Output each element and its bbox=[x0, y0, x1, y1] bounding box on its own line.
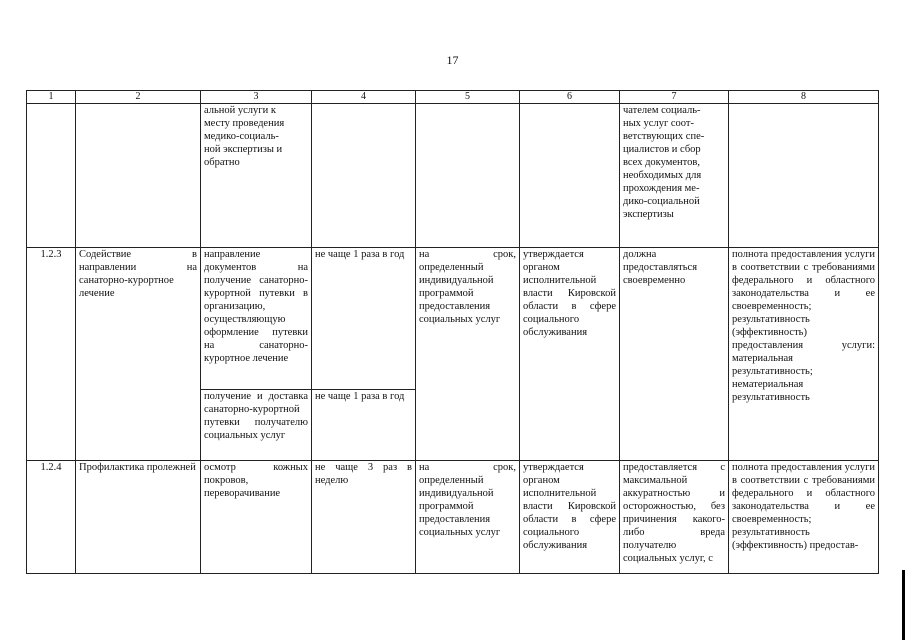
header-col-4: 4 bbox=[312, 91, 416, 104]
cont-conditions-line: экспертизы bbox=[623, 209, 674, 220]
cont-cost-cell bbox=[520, 104, 620, 248]
header-col-3: 3 bbox=[201, 91, 312, 104]
service-conditions: предоставляется с максимальной аккуратностью и осторожностью, без причинения какого-либо вреда получателю социальных услуг, с bbox=[620, 461, 729, 574]
cont-term-cell bbox=[416, 104, 520, 248]
cont-num-cell bbox=[27, 104, 76, 248]
service-quality: полнота предоставления услуги в соответствии с требованиями федерального и областного законодательства и ее своевременность; результативность (эффективность) предоставления услуги: материальная результативность; нематериальная результативность bbox=[729, 248, 879, 461]
table-row-1-2-3 bbox=[27, 248, 879, 390]
service-conditions: должна предоставляться своевременно bbox=[620, 248, 729, 461]
row-number: 1.2.4 bbox=[27, 461, 76, 574]
service-frequency: не чаще 3 раз в неделю bbox=[312, 461, 416, 574]
row-number: 1.2.3 bbox=[27, 248, 76, 461]
cont-conditions-line: всех документов, bbox=[623, 157, 700, 168]
header-col-5: 5 bbox=[416, 91, 520, 104]
cont-freq-cell bbox=[312, 104, 416, 248]
cont-conditions-line: чателем социаль- bbox=[623, 105, 701, 116]
cont-content-line: альной услуги к bbox=[204, 105, 276, 116]
service-cost: утверждается органом исполнительной власти Кировской области в сфере социального обслуживания bbox=[520, 461, 620, 574]
cont-conditions-line: дико-социальной bbox=[623, 196, 700, 207]
cont-service-cell bbox=[76, 104, 201, 248]
service-frequency: не чаще 1 раза в год bbox=[312, 248, 416, 390]
cont-conditions-line: ных услуг соот- bbox=[623, 118, 694, 129]
header-col-8: 8 bbox=[729, 91, 879, 104]
service-content: получение и доставка санаторно-курортной путевки получателю социальных услуг bbox=[201, 390, 312, 461]
header-col-2: 2 bbox=[76, 91, 201, 104]
service-name: Содействие в направлении на санаторно-курортное лечение bbox=[76, 248, 201, 461]
cont-content-line: обратно bbox=[204, 157, 240, 168]
cont-conditions-cell bbox=[620, 104, 729, 248]
service-term: на срок, определенный индивидуальной программой предоставления социальных услуг bbox=[416, 461, 520, 574]
header-col-1: 1 bbox=[27, 91, 76, 104]
cont-conditions-line: необходимых для bbox=[623, 170, 702, 181]
service-content: направление документов на получение санаторно-курортной путевки в организацию, осуществляющую оформление путевки на санаторно-курортное лечение bbox=[201, 248, 312, 390]
cont-conditions-line: ветствующих спе- bbox=[623, 131, 705, 142]
cont-quality-cell bbox=[729, 104, 879, 248]
header-col-7: 7 bbox=[620, 91, 729, 104]
continuation-row bbox=[27, 104, 879, 248]
cont-content-cell bbox=[201, 104, 312, 248]
service-name: Профилактика пролежней bbox=[76, 461, 201, 574]
services-table bbox=[26, 90, 879, 574]
cont-content-line: медико-социаль- bbox=[204, 131, 279, 142]
service-content: осмотр кожных покровов, переворачивание bbox=[201, 461, 312, 574]
header-col-6: 6 bbox=[520, 91, 620, 104]
service-frequency: не чаще 1 раза в год bbox=[312, 390, 416, 461]
cont-content-line: месту проведения bbox=[204, 118, 285, 129]
page-number: 17 bbox=[446, 53, 459, 67]
service-quality: полнота предоставления услуги в соответствии с требованиями федерального и областного законодательства и ее своевременность; результативность (эффективность) предостав- bbox=[729, 461, 879, 574]
service-term: на срок, определенный индивидуальной программой предоставления социальных услуг bbox=[416, 248, 520, 461]
cont-conditions-line: прохождения ме- bbox=[623, 183, 700, 194]
service-cost: утверждается органом исполнительной власти Кировской области в сфере социального обслуживания bbox=[520, 248, 620, 461]
cont-content-line: ной экспертизы и bbox=[204, 144, 283, 155]
table-row-1-2-4 bbox=[27, 461, 879, 574]
cont-conditions-line: циалистов и сбор bbox=[623, 144, 701, 155]
column-number-header bbox=[27, 91, 879, 104]
